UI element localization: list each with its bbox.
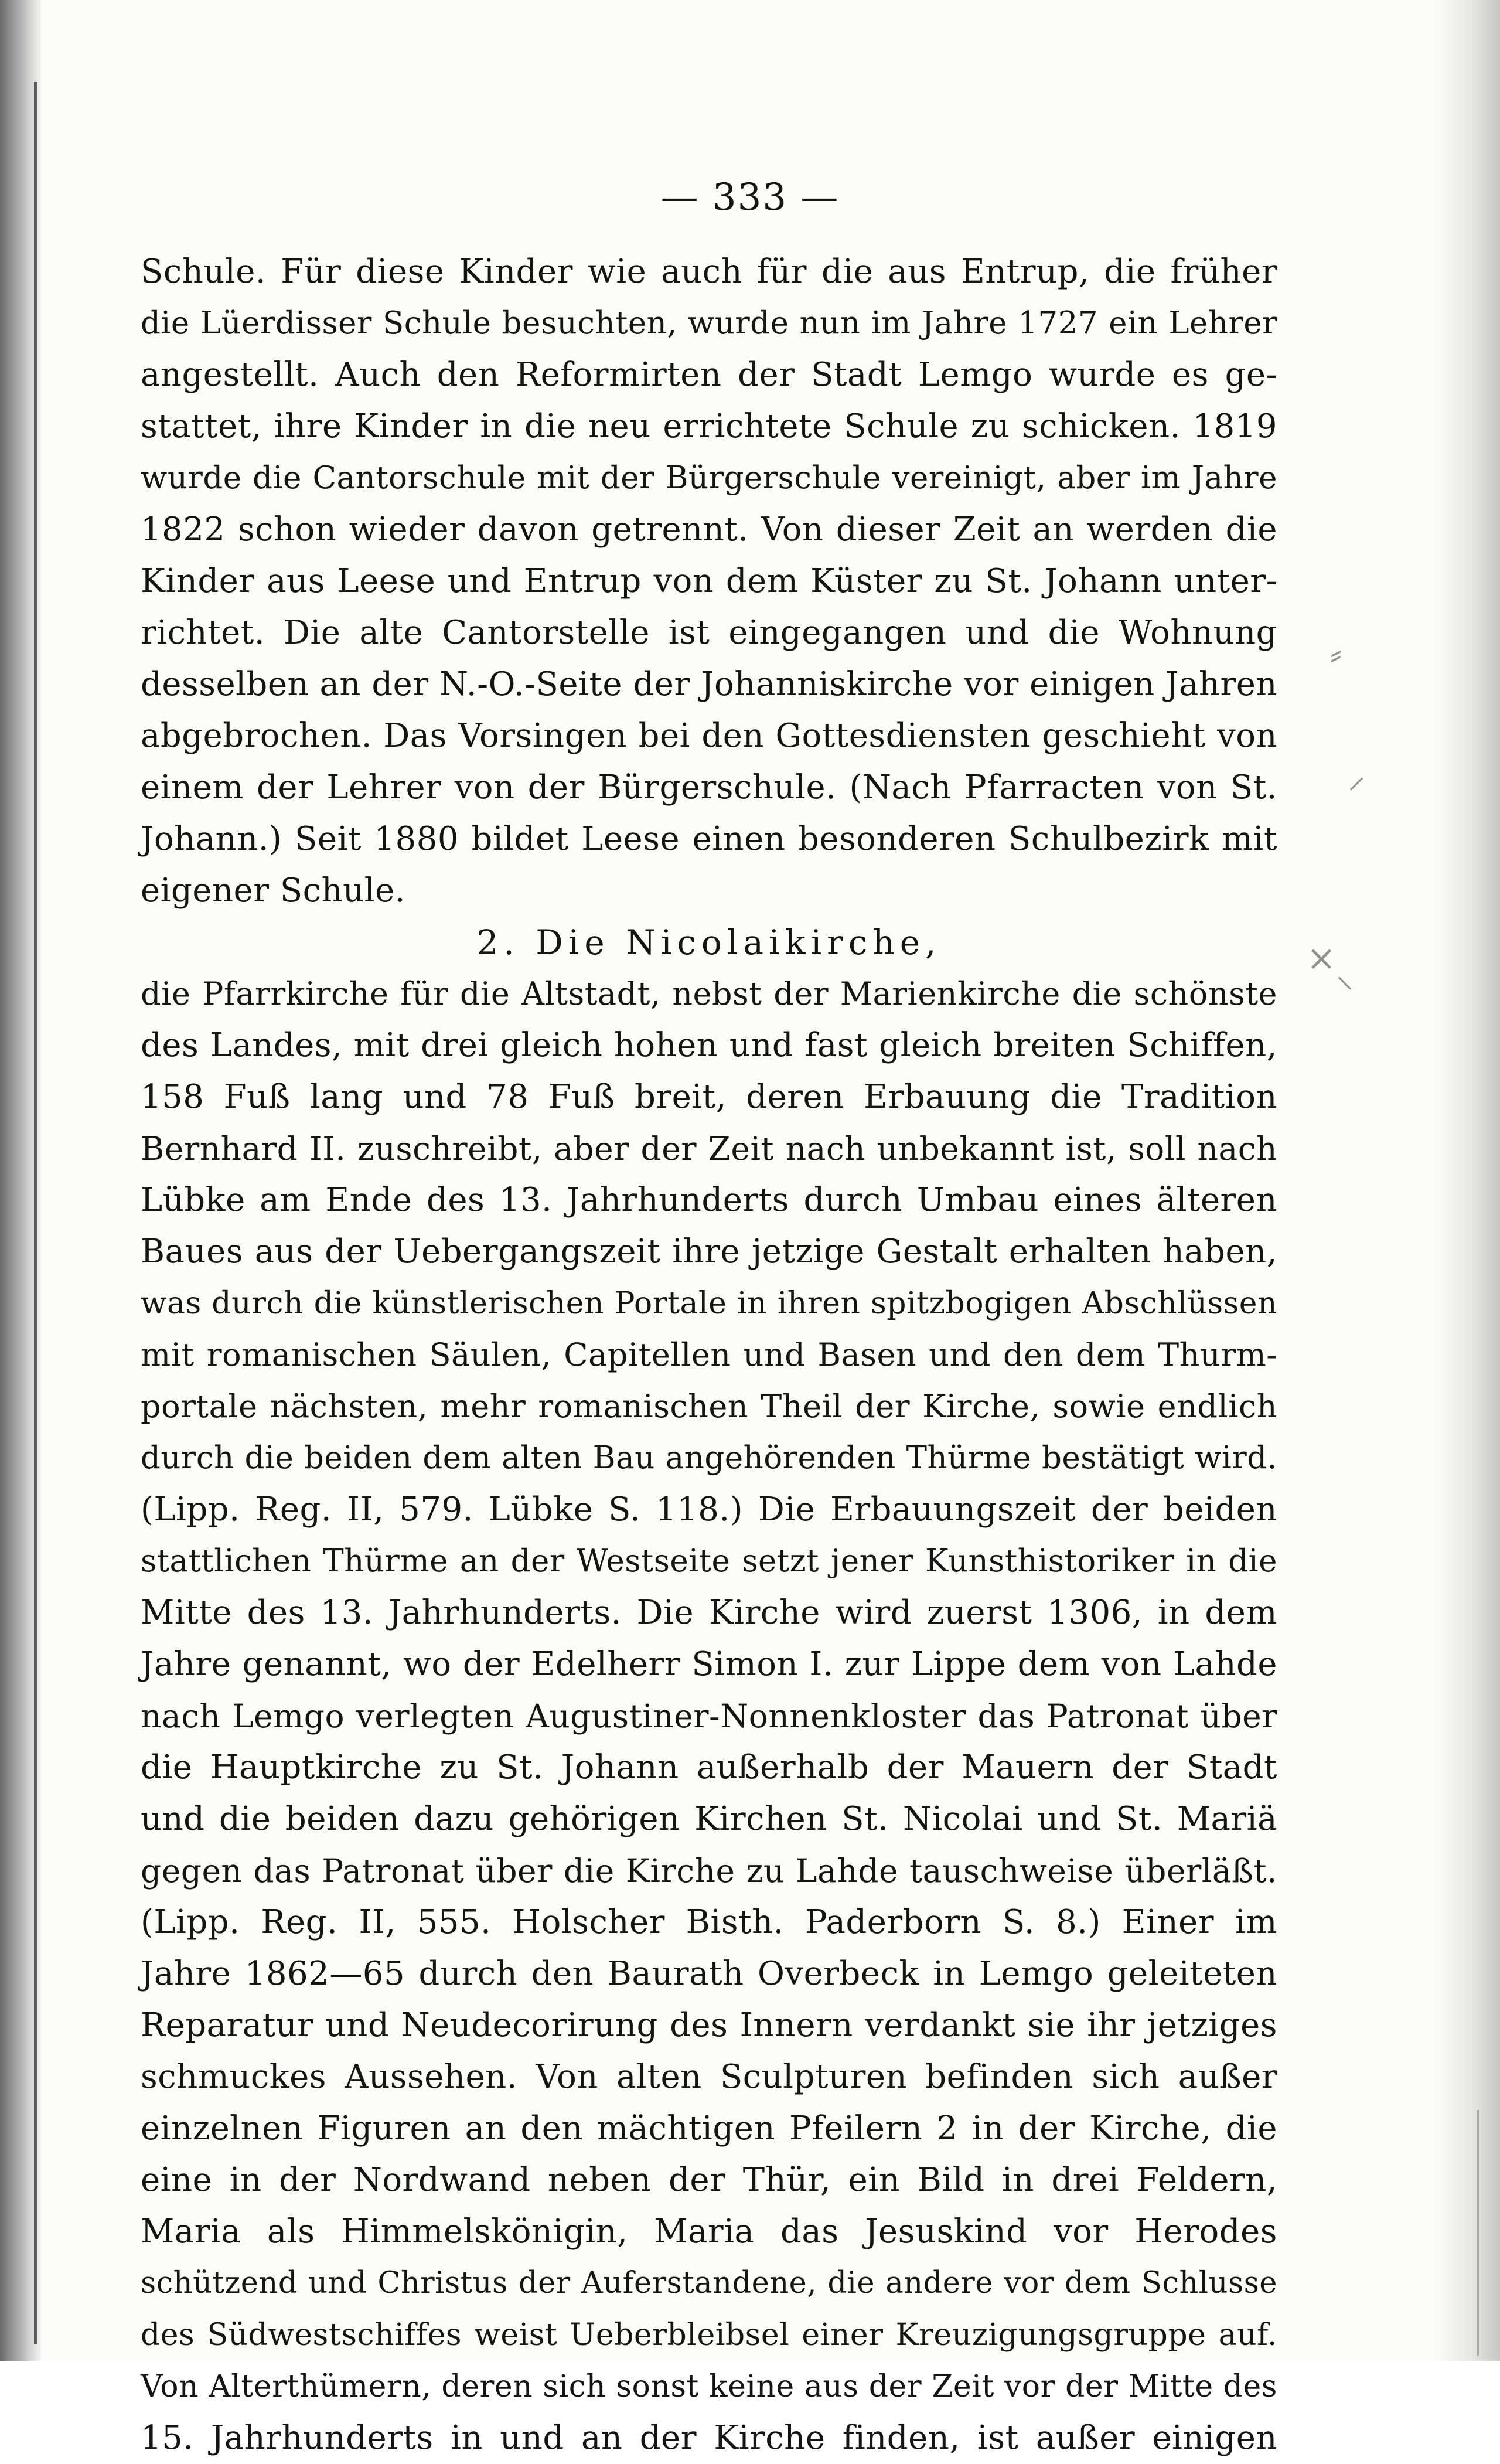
text-line: die Pfarrkirche für die Altstadt, nebst der Marienkirche die schönste <box>141 975 1277 1012</box>
text-line: wurde die Cantorschule mit der Bürgerschule vereinigt, aber im Jahre <box>141 460 1277 496</box>
text-line: Johann.) Seit 1880 bildet Leese einen besonderen Schulbezirk mit <box>141 820 1277 858</box>
text-line: durch die beiden dem alten Bau angehörenden Thürme bestätigt wird. <box>141 1440 1277 1476</box>
text-line: die Hauptkirche zu St. Johann außerhalb der Mauern der Stadt <box>141 1748 1277 1786</box>
text-line: nach Lemgo verlegten Augustiner-Nonnenkloster das Patronat über <box>141 1697 1277 1735</box>
text-line: abgebrochen. Das Vorsingen bei den Gottesdiensten geschieht von <box>141 717 1277 755</box>
text-line: (Lipp. Reg. II, 579. Lübke S. 118.) Die Erbauungszeit der beiden <box>141 1490 1277 1529</box>
margin-speck: × <box>1307 938 1337 979</box>
text-line: Jahre 1862—65 durch den Baurath Overbeck in Lemgo geleiteten <box>141 1955 1277 1993</box>
text-column <box>141 246 1277 2464</box>
text-line: eigener Schule. <box>141 872 406 910</box>
text-line: stattet, ihre Kinder in die neu errichtete Schule zu schicken. 1819 <box>141 407 1277 445</box>
text-line: (Lipp. Reg. II, 555. Holscher Bisth. Paderborn S. 8.) Einer im <box>141 1903 1277 1941</box>
text-line: portale nächsten, mehr romanischen Theil der Kirche, sowie endlich <box>141 1388 1277 1425</box>
page-number: — 333 — <box>660 176 840 219</box>
text-line: die Lüerdisser Schule besuchten, wurde nun im Jahre 1727 ein Lehrer <box>141 305 1277 341</box>
text-line: richtet. Die alte Cantorstelle ist eingegangen und die Wohnung <box>141 614 1277 652</box>
text-line: Lübke am Ende des 13. Jahrhunderts durch Umbau eines älteren <box>141 1181 1277 1219</box>
text-line: einzelnen Figuren an den mächtigen Pfeilern 2 in der Kirche, die <box>141 2109 1277 2148</box>
text-line: Maria als Himmelskönigin, Maria das Jesuskind vor Herodes <box>141 2213 1277 2251</box>
text-line: und die beiden dazu gehörigen Kirchen St. Nicolai und St. Mariä <box>141 1800 1277 1838</box>
text-line: 1822 schon wieder davon getrennt. Von dieser Zeit an werden die <box>141 511 1277 549</box>
text-line: Schule. Für diese Kinder wie auch für die aus Entrup, die früher <box>141 253 1277 291</box>
text-line: Von Alterthümern, deren sich sonst keine aus der Zeit vor der Mitte des <box>141 2369 1277 2404</box>
text-line: des Landes, mit drei gleich hohen und fast gleich breiten Schiffen, <box>141 1026 1277 1064</box>
text-line: Mitte des 13. Jahrhunderts. Die Kirche wird zuerst 1306, in dem <box>141 1594 1277 1632</box>
text-line: einem der Lehrer von der Bürgerschule. (Nach Pfarracten von St. <box>141 768 1277 806</box>
text-line: 158 Fuß lang und 78 Fuß breit, deren Erbauung die Tradition <box>141 1078 1277 1116</box>
text-line: Baues aus der Uebergangszeit ihre jetzige Gestalt erhalten haben, <box>141 1233 1277 1271</box>
text-line: schmuckes Aussehen. Von alten Sculpturen befinden sich außer <box>141 2058 1277 2096</box>
text-line: mit romanischen Säulen, Capitellen und Basen und den dem Thurm- <box>141 1336 1277 1373</box>
text-line: gegen das Patronat über die Kirche zu Lahde tauschweise überläßt. <box>141 1852 1277 1890</box>
binding-edge-line <box>34 82 38 2344</box>
text-line: eine in der Nordwand neben der Thür, ein Bild in drei Feldern, <box>141 2161 1277 2199</box>
margin-speck: ⸜ <box>1336 955 1354 996</box>
paragraph-1 <box>141 246 1277 917</box>
right-edge-shadow <box>1436 0 1500 2361</box>
margin-speck: ⸗ <box>1330 633 1342 674</box>
section-heading: 2. Die Nicolaikirche, <box>476 923 942 962</box>
paragraph-2 <box>141 968 1277 2464</box>
text-line: des Südwestschiffes weist Ueberbleibsel einer Kreuzigungsgruppe auf. <box>141 2317 1277 2353</box>
text-line: Kinder aus Leese und Entrup von dem Küster zu St. Johann unter- <box>141 562 1277 600</box>
text-line: Jahre genannt, wo der Edelherr Simon I. zur Lippe dem von Lahde <box>141 1645 1277 1683</box>
text-line: stattlichen Thürme an der Westseite setzt jener Kunsthistoriker in die <box>141 1543 1277 1579</box>
text-line: angestellt. Auch den Reformirten der Stadt Lemgo wurde es ge- <box>141 356 1277 394</box>
text-line: was durch die künstlerischen Portale in ihren spitzbogigen Abschlüssen <box>141 1286 1277 1321</box>
text-line: desselben an der N.-O.-Seite der Johanniskirche vor einigen Jahren <box>141 665 1277 703</box>
margin-speck: ⸝ <box>1348 755 1365 797</box>
text-line: schützend und Christus der Auferstandene, die andere vor dem Schlusse <box>141 2266 1277 2300</box>
right-edge-line <box>1477 2110 1479 2356</box>
text-line: Reparatur und Neudecorirung des Innern verdankt sie ihr jetziges <box>141 2006 1277 2044</box>
text-line: 15. Jahrhunderts in und an der Kirche finden, ist außer einigen <box>141 2419 1277 2457</box>
text-line: Bernhard II. zuschreibt, aber der Zeit nach unbekannt ist, soll nach <box>141 1130 1277 1168</box>
